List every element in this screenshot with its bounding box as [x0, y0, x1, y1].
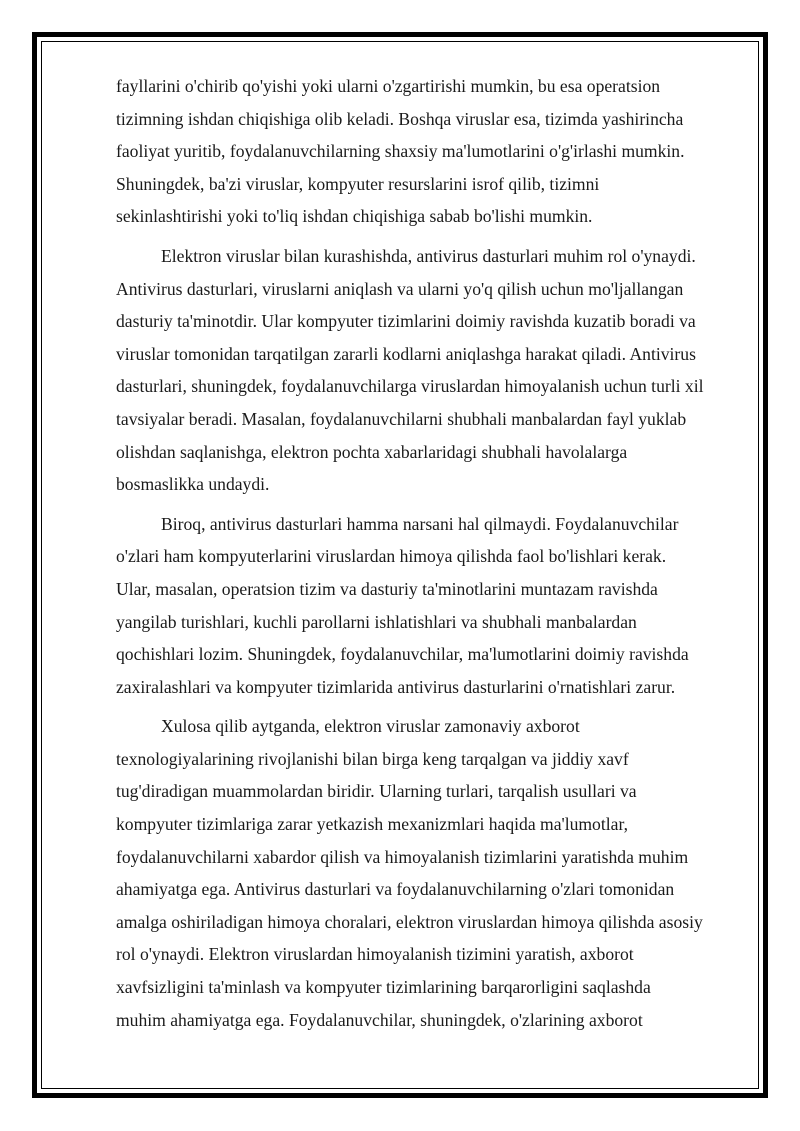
paragraph-conclusion: Xulosa qilib aytganda, elektron viruslar zamonaviy axborot texnologiyalarining rivojlanishi bilan birga keng tarqalgan va jiddiy xavf tug'diradigan muammolardan biridir. Ularning turlari, tarqalish usullari va kompyuter tizimlariga zarar yetkazish mexanizmlari haqida ma'lumotlar, foydalanuvchilarni xabardor qilish va himoyalanish tizimlarini yaratishda muhim ahamiyatga ega. Antivirus dasturlari va foydalanuvchilarning o'zlari tomonidan amalga oshiriladigan himoya choralari, elektron viruslardan himoya qilishda asosiy rol o'ynaydi. Elektron viruslardan himoyalanish tizimini yaratish, axborot xavfsizligini ta'minlash va kompyuter tizimlarining barqarorligini saqlashda muhim ahamiyatga ega. Foydalanuvchilar, shuningdek, o'zlarining axborot: [116, 716, 703, 1030]
paragraph-user-responsibility: Biroq, antivirus dasturlari hamma narsani hal qilmaydi. Foydalanuvchilar o'zlari ham kompyuterlarini viruslardan himoya qilishda faol bo'lishlari kerak. Ular, masalan, operatsion tizim va dasturiy ta'minotlarini muntazam ravishda yangilab turishlari, kuchli parollarni ishlatishlari va shubhali manbalardan qochishlari lozim. Shuningdek, foydalanuvchilar, ma'lumotlarini doimiy ravishda zaxiralashlari va kompyuter tizimlarida antivirus dasturlarini o'rnatishlari zarur.: [116, 513, 689, 697]
paragraph-antivirus-role: Elektron viruslar bilan kurashishda, antivirus dasturlari muhim rol o'ynaydi. Antivirus dasturlari, viruslarni aniqlash va ularni yo'q qilish uchun mo'ljallangan dasturiy ta'minotdir. Ular kompyuter tizimlarini doimiy ravishda kuzatib boradi va viruslar tomonidan tarqatilgan zararli kodlarni aniqlashga harakat qiladi. Antivirus dasturlari, shuningdek, foydalanuvchilarga viruslardan himoyalanish uchun turli xil tavsiyalar beradi. Masalan, foydalanuvchilarni shubhali manbalardan fayl yuklab olishdan saqlanishga, elektron pochta xabarlaridagi shubhali havolalarga bosmaslikka undaydi.: [116, 245, 704, 495]
paragraph-continued: fayllarini o'chirib qo'yishi yoki ularni o'zgartirishi mumkin, bu esa operatsion tizimning ishdan chiqishiga olib keladi. Boshqa viruslar esa, tizimda yashirincha faoliyat yuritib, foydalanuvchilarning shaxsiy ma'lumotlarini o'g'irlashi mumkin. Shuningdek, ba'zi viruslar, kompyuter resurslarini isrof qilib, tizimni sekinlashtirishi yoki to'liq ishdan chiqishiga sabab bo'lishi mumkin.: [116, 76, 685, 227]
document-body: [116, 70, 744, 1043]
